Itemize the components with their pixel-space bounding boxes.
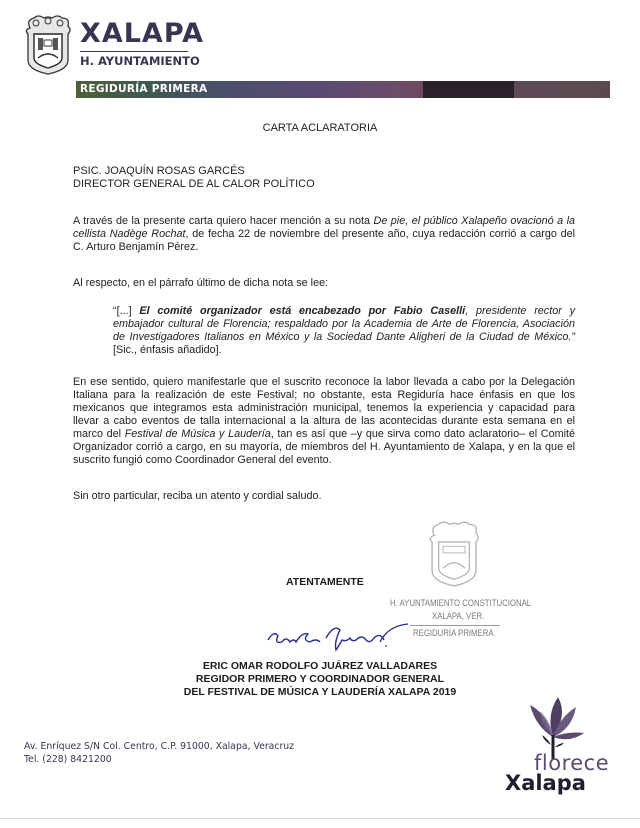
footer-address: Av. Enríquez S/N Col. Centro, C.P. 91000, Xalapa, Veracruz (24, 741, 295, 752)
quote-text: , presidente rector y embajador cultural de Florencia; respaldado por la Academia de Arte de Florencia, Asociación de Investigadores Italianos en México y la Sociedad Dante Aligheri de la Ciudad de México.” (113, 305, 575, 343)
signer-role: REGIDOR PRIMERO Y COORDINADOR GENERAL (195, 673, 445, 685)
signer-name: ERIC OMAR RODOLFO JUÁREZ VALLADARES (202, 660, 438, 672)
city-coat-of-arms-icon (22, 14, 74, 76)
paragraph-text: En ese sentido, quiero manifestarle que el suscrito reconoce la labor llevada a cabo por la Delegación Italiana para la realización de este Festival; no obstante, esta Regiduría hace énfasis en que los mexicanos que integramos esta administración municipal, tenemos la experiencia y capacidad para llevar a cabo eventos de talla internacional a la altura de las acontecidas durante esta semana en el marco del (73, 376, 575, 440)
stamp-line-institution: H. AYUNTAMIENTO CONSTITUCIONAL (390, 598, 532, 609)
handwritten-signature-icon (262, 620, 412, 652)
signer-role-event: DEL FESTIVAL DE MÚSICA Y LAUDERÍA XALAPA 2019 (183, 686, 457, 698)
brand-title: XALAPA (80, 18, 205, 49)
paragraph-reference: Al respecto, en el párrafo último de dicha nota se lee: (73, 277, 329, 289)
brand-subtitle: H. AYUNTAMIENTO (80, 54, 200, 68)
paragraph-clarification (73, 376, 575, 467)
recipient-role: DIRECTOR GENERAL DE AL CALOR POLÍTICO (73, 178, 315, 190)
block-quote (113, 305, 575, 357)
stamp-divider (410, 625, 500, 626)
quote-annotation: [Sic., énfasis añadido]. (113, 344, 222, 356)
paragraph-intro (73, 215, 575, 254)
logo-word-xalapa: Xalapa (505, 771, 586, 795)
brand-divider (80, 51, 188, 52)
department-label: REGIDURÍA PRIMERA (80, 83, 208, 95)
paragraph-text: A través de la presente carta quiero hacer mención a su nota (73, 215, 374, 227)
logo-word-florece: florece (534, 751, 610, 775)
quote-emphasis: El comité organizador está encabezado por Fabio Caselli (139, 305, 466, 317)
recipient-name: PSIC. JOAQUÍN ROSAS GARCÉS (73, 165, 245, 177)
footer-phone: Tel. (228) 8421200 (24, 754, 112, 765)
paragraph-farewell: Sin otro particular, reciba un atento y cordial saludo. (73, 490, 322, 502)
festival-name: Festival de Música y Laudería (124, 428, 271, 440)
lotus-flower-icon (518, 693, 588, 759)
stamp-line-department: REGIDURÍA PRIMERA (413, 628, 494, 639)
paragraph-text: , tan es así que –y que sirva como dato aclaratorio– el Comité Organizador corrió a cargo, en su mayoría, de miembros del H. Ayuntamiento de Xalapa, y en la que el suscrito fungió como Coordinador General del evento. (73, 428, 575, 466)
paragraph-text: , de fecha 22 de noviembre del presente año, cuya redacción corrió a cargo del C. Arturo Benjamín Pérez. (73, 228, 575, 253)
closing-word: ATENTAMENTE (286, 576, 364, 588)
article-title: De pie, el público Xalapeño ovacionó a la cellista Nadège Rochat (73, 215, 575, 240)
quote-open: “[...] (113, 305, 140, 317)
stamp-line-city: XALAPA, VER. (432, 611, 485, 622)
stamp-coat-of-arms-icon (425, 520, 483, 588)
page-bottom-divider (0, 818, 640, 819)
document-title: CARTA ACLARATORIA (262, 122, 378, 134)
